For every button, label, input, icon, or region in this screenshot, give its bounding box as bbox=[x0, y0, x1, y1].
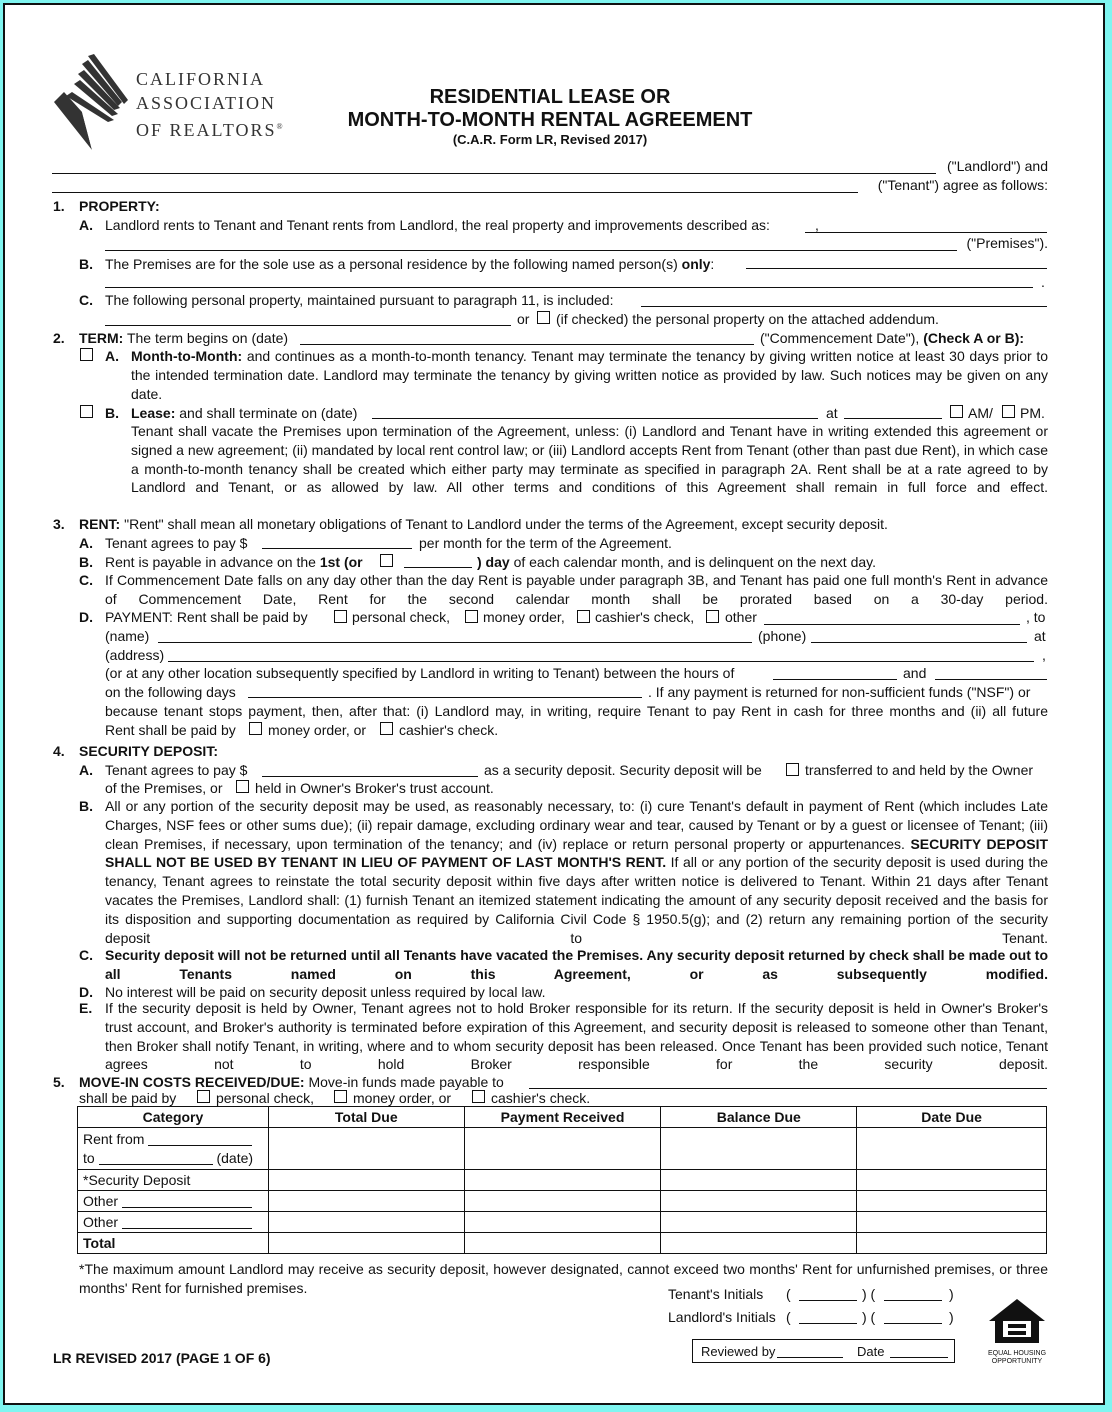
only-emphasis: only bbox=[681, 256, 711, 272]
future-money-order-checkbox[interactable] bbox=[249, 722, 262, 735]
rent-definition: "Rent" shall mean all monetary obligations of Tenant to Landlord under the terms of the Agreement, except security deposit. bbox=[124, 516, 888, 532]
form-title-line-1: RESIDENTIAL LEASE OR bbox=[429, 86, 671, 108]
other-payment-field[interactable] bbox=[764, 624, 1020, 625]
landlord-initials-field-2[interactable] bbox=[884, 1323, 942, 1324]
item-2a-label: A. bbox=[105, 348, 119, 364]
rent-from-label: Rent from bbox=[83, 1130, 145, 1147]
item-1b-label: B. bbox=[79, 256, 93, 272]
section-1-number: 1. bbox=[53, 198, 65, 214]
movein-cashiers-check-checkbox[interactable] bbox=[472, 1090, 485, 1103]
address-label: (address) bbox=[105, 647, 165, 663]
deposit-amount-text: Tenant agrees to pay $ bbox=[105, 762, 248, 778]
table-cell[interactable] bbox=[661, 1128, 857, 1170]
lease-checkbox[interactable] bbox=[80, 405, 93, 418]
comma: , bbox=[815, 217, 819, 233]
table-row bbox=[78, 1170, 1047, 1191]
item-2b-body: Tenant shall vacate the Premises upon termination of the Agreement, unless: (i) Landlord and Tenant have in writing extended this agreement or signed a new agreement; (ii) mandated by local rent control law; or (iii) Landlord accepts Rent from Tenant (other than past due Rent), in which case a month-to-month tenancy shall be created which either party may terminate as specified in paragraph 2A. Rent shall be at a rate agreed to by Landlord and Tenant, or as allowed by law. All other terms and conditions of this Agreement shall remain in full force and effect. bbox=[131, 423, 1048, 496]
tenant-initials-label: Tenant's Initials bbox=[668, 1286, 764, 1302]
payment-text: PAYMENT: Rent shall be paid by bbox=[105, 609, 308, 625]
item-1b-body: The Premises are for the sole use as a personal residence by the following named person(s) bbox=[105, 256, 678, 272]
named-persons-field-2[interactable] bbox=[105, 287, 1033, 288]
rent-to-field[interactable] bbox=[99, 1150, 213, 1165]
item-3b-text bbox=[105, 553, 363, 571]
hours-from-field[interactable] bbox=[773, 679, 897, 680]
days-label: on the following days bbox=[105, 684, 236, 700]
reviewed-by-label: Reviewed by bbox=[701, 1344, 776, 1359]
future-cashiers-check-checkbox[interactable] bbox=[380, 722, 393, 735]
future-rent-label: Rent shall be paid by bbox=[105, 722, 236, 738]
item-3b-suffix bbox=[477, 553, 876, 571]
reviewed-by-box bbox=[692, 1339, 955, 1363]
section-3-text bbox=[79, 515, 888, 533]
tenant-name-field[interactable] bbox=[52, 192, 858, 193]
personal-property-field-1[interactable] bbox=[641, 306, 1047, 307]
column-header: Date Due bbox=[857, 1107, 1047, 1128]
table-cell[interactable] bbox=[268, 1128, 464, 1170]
paren: ( bbox=[786, 1309, 791, 1325]
total-cell: Total bbox=[78, 1233, 269, 1254]
address-field[interactable] bbox=[168, 661, 1034, 662]
paren: ( bbox=[786, 1286, 791, 1302]
am-checkbox[interactable] bbox=[950, 405, 963, 418]
tenant-initials-field-1[interactable] bbox=[799, 1300, 857, 1301]
category-cell bbox=[78, 1212, 269, 1233]
owner-held-label: transferred to and held by the Owner bbox=[805, 762, 1034, 778]
other-label: Other bbox=[83, 1193, 119, 1209]
other-label: other bbox=[725, 609, 757, 625]
item-3c-label: C. bbox=[79, 572, 93, 588]
item-4b-label: B. bbox=[79, 798, 93, 814]
table-cell[interactable] bbox=[661, 1170, 857, 1191]
item-1a-text: Landlord rents to Tenant and Tenant rents from Landlord, the real property and improvements described as: bbox=[105, 217, 770, 233]
payable-text: Rent is payable in advance on the bbox=[105, 554, 316, 570]
table-cell[interactable] bbox=[464, 1191, 661, 1212]
table-row bbox=[78, 1212, 1047, 1233]
addendum-label: (if checked) the personal property on the attached addendum. bbox=[556, 311, 939, 327]
personal-check-checkbox[interactable] bbox=[334, 610, 347, 623]
item-2b-text bbox=[131, 404, 357, 422]
section-5-title: MOVE-IN COSTS RECEIVED/DUE: bbox=[79, 1074, 305, 1090]
table-cell[interactable] bbox=[464, 1128, 661, 1170]
table-cell[interactable] bbox=[268, 1191, 464, 1212]
month-to-month-body: and continues as a month-to-month tenancy. Tenant may terminate the tenancy by giving written notice at least 30 days prior to the intended termination date. Landlord may terminate the tenancy by giving written notice as provided by law. Such notices may be given on any date. bbox=[131, 348, 1049, 402]
deposit-amount-field[interactable] bbox=[262, 776, 478, 777]
first-of-month: 1st (or bbox=[319, 554, 363, 570]
table-cell[interactable] bbox=[464, 1233, 661, 1254]
logo-line-3: OF REALTORS bbox=[136, 120, 277, 140]
item-2b-label: B. bbox=[105, 405, 119, 421]
commencement-date-label: ("Commencement Date"), bbox=[760, 330, 920, 346]
table-cell[interactable] bbox=[464, 1170, 661, 1191]
table-row bbox=[78, 1128, 1047, 1170]
column-header: Balance Due bbox=[661, 1107, 857, 1128]
item-4b-text bbox=[105, 797, 1048, 966]
commencement-date-field[interactable] bbox=[300, 344, 754, 345]
section-1-title: PROPERTY: bbox=[79, 198, 160, 214]
paren: ) ( bbox=[862, 1309, 876, 1325]
item-3a-suffix: per month for the term of the Agreement. bbox=[419, 535, 672, 551]
deposit-mid-text: as a security deposit. Security deposit will be bbox=[484, 762, 762, 778]
paren: ) bbox=[949, 1286, 954, 1302]
table-cell[interactable] bbox=[857, 1233, 1047, 1254]
item-4e-text: If the security deposit is held by Owner, Tenant agrees not to hold Broker responsible for its return. If the security deposit is held in Owner's Broker's trust account, and Broker's authority is terminated before expiration of this Agreement, and security deposit is released to someone other than Tenant, then Broker shall notify Tenant, in writing, where and to whom security deposit has been released. Once Tenant has been provided such notice, Tenant agrees not to hold Broker responsible for the security deposit. bbox=[105, 1000, 1048, 1073]
premises-address-field-1[interactable] bbox=[805, 232, 1047, 233]
table-cell[interactable] bbox=[268, 1233, 464, 1254]
check-a-or-b: (Check A or B): bbox=[923, 330, 1025, 346]
at-label-2: at bbox=[1034, 628, 1046, 644]
lease-end-date-field[interactable] bbox=[372, 418, 818, 419]
deposit-footnote: *The maximum amount Landlord may receive as security deposit, however designated, cannot exceed two months' Rent for unfurnished premises, or three months' Rent for furnished premises. bbox=[79, 1261, 1048, 1296]
hours-to-field[interactable] bbox=[935, 679, 1047, 680]
colon: : bbox=[710, 256, 715, 272]
or-label: or bbox=[517, 311, 530, 327]
comma-2: , bbox=[1042, 647, 1046, 663]
eho-line-1: EQUAL HOUSING bbox=[987, 1350, 1047, 1357]
pm-checkbox[interactable] bbox=[1002, 405, 1015, 418]
category-cell: *Security Deposit bbox=[78, 1170, 269, 1191]
item-1b-text bbox=[105, 255, 714, 273]
item-1c-label: C. bbox=[79, 292, 93, 308]
and-label: and bbox=[903, 665, 927, 681]
tenant-label: ("Tenant") agree as follows: bbox=[877, 177, 1048, 193]
rent-period-cell bbox=[78, 1128, 269, 1170]
item-1c-text: The following personal property, maintained pursuant to paragraph 11, is included: bbox=[105, 292, 614, 308]
rent-to-label: to bbox=[83, 1149, 95, 1166]
logo-line-1: CALIFORNIA bbox=[136, 69, 266, 89]
reviewed-by-field[interactable] bbox=[777, 1357, 843, 1358]
month-to-month-checkbox[interactable] bbox=[80, 348, 93, 361]
broker-trust-label: held in Owner's Broker's trust account. bbox=[255, 780, 494, 796]
table-cell[interactable] bbox=[268, 1212, 464, 1233]
delinquent-text: of each calendar month, and is delinquent on the next day. bbox=[513, 554, 877, 570]
item-4d-label: D. bbox=[79, 984, 93, 1000]
commencement-label bbox=[760, 329, 1024, 347]
named-persons-field-1[interactable] bbox=[746, 268, 1047, 269]
owner-held-checkbox[interactable] bbox=[786, 763, 799, 776]
other-field[interactable] bbox=[122, 1193, 252, 1208]
movein-money-order-checkbox[interactable] bbox=[334, 1090, 347, 1103]
item-4c-label: C. bbox=[79, 947, 93, 963]
table-cell[interactable] bbox=[661, 1233, 857, 1254]
days-field[interactable] bbox=[248, 697, 642, 698]
movein-money-order-label: money order, or bbox=[353, 1090, 452, 1106]
at-label: at bbox=[826, 405, 838, 421]
table-cell[interactable] bbox=[857, 1170, 1047, 1191]
table-cell[interactable] bbox=[857, 1191, 1047, 1212]
payee-name-label: (name) bbox=[105, 628, 150, 644]
cashiers-check-label: cashier's check, bbox=[595, 609, 695, 625]
category-cell bbox=[78, 1191, 269, 1212]
stop-payment-text: because tenant stops payment, then, after that: (i) Landlord may, in writing, require Tenant to pay Rent in cash for three months and (ii) all future bbox=[105, 703, 1048, 719]
item-4d-text: No interest will be paid on security deposit unless required by local law. bbox=[105, 984, 546, 1000]
future-cashiers-check-label: cashier's check. bbox=[399, 722, 499, 738]
form-subtitle: (C.A.R. Form LR, Revised 2017) bbox=[452, 132, 648, 147]
deposit-warning: SECURITY DEPOSIT SHALL NOT BE USED BY TENANT IN LIEU OF PAYMENT OF LAST MONTH'S RENT. bbox=[105, 835, 1049, 871]
item-3c-text: If Commencement Date falls on any day other than the day Rent is payable under paragraph 3B, and Tenant has paid one full month's Rent in advance of Commencement Date, Rent for the second calendar month shall be prorated based on a 30-day period. bbox=[105, 572, 1048, 607]
eho-line-2: OPPORTUNITY bbox=[991, 1358, 1043, 1365]
table-cell[interactable] bbox=[661, 1191, 857, 1212]
section-4-number: 4. bbox=[53, 743, 65, 759]
table-cell[interactable] bbox=[464, 1212, 661, 1233]
table-cell[interactable] bbox=[268, 1170, 464, 1191]
lease-title: Lease: bbox=[131, 405, 176, 421]
move-in-costs-table bbox=[77, 1106, 1047, 1254]
landlord-name-field[interactable] bbox=[52, 173, 936, 174]
month-to-month-title: Month-to-Month: bbox=[131, 348, 243, 364]
column-header: Category bbox=[78, 1107, 269, 1128]
table-row bbox=[78, 1191, 1047, 1212]
item-1a-label: A. bbox=[79, 217, 93, 233]
table-cell[interactable] bbox=[857, 1128, 1047, 1170]
table-cell[interactable] bbox=[661, 1212, 857, 1233]
alt-day-field[interactable] bbox=[404, 567, 472, 568]
deposit-return-text: If all or any portion of the security deposit is used during the tenancy, Tenant agrees to reinstate the total security deposit within five days after written notice is delivered to Tenant. Within 21 days after Tenant vacates the Premises, Landlord shall: (1) furnish Tenant an itemized statement indicating the amount of any security deposit received and the basis for its disposition and supporting documentation as required by California Civil Code § 1950.5(g); and (2) return any remaining portion of the security deposit to Tenant. bbox=[105, 854, 1049, 946]
deposit-use-text: All or any portion of the security deposit may be used, as reasonably necessary, to: (i) cure Tenant's default in payment of Rent (which includes Late Charges, NSF fees or other sums due); (ii) repair damage, excluding ordinary wear and tear, caused by Tenant or by a guest or licensee of Tenant; (iii) clean Premises, if necessary, upon termination of the tenancy; and (iv) replace or return personal property or appurtenances. bbox=[105, 798, 1048, 852]
item-3a-label: A. bbox=[79, 535, 93, 551]
lease-terminate: and shall terminate on (date) bbox=[179, 405, 358, 421]
broker-trust-checkbox[interactable] bbox=[236, 780, 249, 793]
alt-day-checkbox[interactable] bbox=[380, 554, 393, 567]
money-order-checkbox[interactable] bbox=[465, 610, 478, 623]
paid-by-label: shall be paid by bbox=[79, 1090, 177, 1106]
phone-field[interactable] bbox=[811, 642, 1027, 643]
monthly-rent-field[interactable] bbox=[262, 548, 412, 549]
premises-or-text: of the Premises, or bbox=[105, 780, 223, 796]
date-label: (date) bbox=[216, 1149, 254, 1166]
personal-check-label: personal check, bbox=[352, 609, 451, 625]
review-date-label: Date bbox=[857, 1344, 885, 1359]
form-title-line-2: MONTH-TO-MONTH RENTAL AGREEMENT bbox=[347, 109, 753, 131]
column-header: Total Due bbox=[268, 1107, 464, 1128]
movein-personal-check-label: personal check, bbox=[216, 1090, 315, 1106]
landlord-label: ("Landlord") and bbox=[946, 158, 1048, 174]
section-3-number: 3. bbox=[53, 516, 65, 532]
item-3d-label: D. bbox=[79, 609, 93, 625]
section-4-title: SECURITY DEPOSIT: bbox=[79, 743, 218, 759]
other-label: Other bbox=[83, 1214, 119, 1230]
house-icon bbox=[987, 1297, 1047, 1345]
table-row bbox=[78, 1233, 1047, 1254]
am-label: AM/ bbox=[968, 405, 993, 421]
paren: ) bbox=[949, 1309, 954, 1325]
lease-end-time-field[interactable] bbox=[844, 418, 942, 419]
day-label: ) day bbox=[477, 554, 510, 570]
payable-to-text: Move-in funds made payable to bbox=[308, 1074, 504, 1090]
addendum-checkbox[interactable] bbox=[537, 311, 550, 324]
item-4e-label: E. bbox=[79, 1000, 93, 1016]
equal-housing-logo bbox=[987, 1297, 1047, 1367]
other-field[interactable] bbox=[122, 1214, 252, 1229]
logo-line-2: ASSOCIATION bbox=[136, 93, 277, 113]
section-2-text bbox=[79, 329, 288, 347]
section-2-title: TERM: bbox=[79, 330, 124, 346]
table-cell[interactable] bbox=[857, 1212, 1047, 1233]
column-header: Payment Received bbox=[464, 1107, 661, 1128]
paren: ) ( bbox=[862, 1286, 876, 1302]
premises-address-field-2[interactable] bbox=[105, 250, 957, 251]
term-begins: The term begins on (date) bbox=[126, 330, 289, 346]
cashiers-check-checkbox[interactable] bbox=[577, 610, 590, 623]
premises-label: ("Premises"). bbox=[966, 235, 1048, 251]
personal-property-field-2[interactable] bbox=[105, 325, 511, 326]
item-4a-label: A. bbox=[79, 762, 93, 778]
form-page-id: LR REVISED 2017 (PAGE 1 OF 6) bbox=[53, 1350, 271, 1366]
item-3a-text: Tenant agrees to pay $ bbox=[105, 535, 248, 551]
landlord-initials-label: Landlord's Initials bbox=[668, 1309, 776, 1325]
to-label: , to bbox=[1026, 609, 1046, 625]
landlord-initials-field-1[interactable] bbox=[799, 1323, 857, 1324]
pm-label: PM. bbox=[1020, 405, 1045, 421]
review-date-field[interactable] bbox=[890, 1357, 948, 1358]
movein-cashiers-check-label: cashier's check. bbox=[491, 1090, 591, 1106]
item-4c-text: Security deposit will not be returned until all Tenants have vacated the Premises. Any security deposit returned by check shall be made out to all Tenants named on this Agreement, or as subsequently modified. bbox=[105, 947, 1048, 982]
hours-text: (or at any other location subsequently specified by Landlord in writing to Tenant) between the hours of bbox=[105, 665, 735, 681]
rent-from-field[interactable] bbox=[148, 1131, 252, 1146]
period: . bbox=[1041, 274, 1045, 290]
money-order-label: money order, bbox=[483, 609, 565, 625]
movein-personal-check-checkbox[interactable] bbox=[197, 1090, 210, 1103]
tenant-initials-field-2[interactable] bbox=[884, 1300, 942, 1301]
nsf-text: . If any payment is returned for non-sufficient funds ("NSF") or bbox=[648, 684, 1031, 700]
item-3b-label: B. bbox=[79, 554, 93, 570]
other-payment-checkbox[interactable] bbox=[706, 610, 719, 623]
registered-mark: ® bbox=[276, 122, 285, 131]
future-money-order-label: money order, or bbox=[268, 722, 367, 738]
section-2-number: 2. bbox=[53, 330, 65, 346]
payable-to-field[interactable] bbox=[529, 1088, 1047, 1089]
table-header-row bbox=[78, 1107, 1047, 1128]
payee-name-field[interactable] bbox=[158, 642, 752, 643]
section-3-title: RENT: bbox=[79, 516, 121, 532]
section-5-number: 5. bbox=[53, 1074, 65, 1090]
phone-label: (phone) bbox=[758, 628, 807, 644]
